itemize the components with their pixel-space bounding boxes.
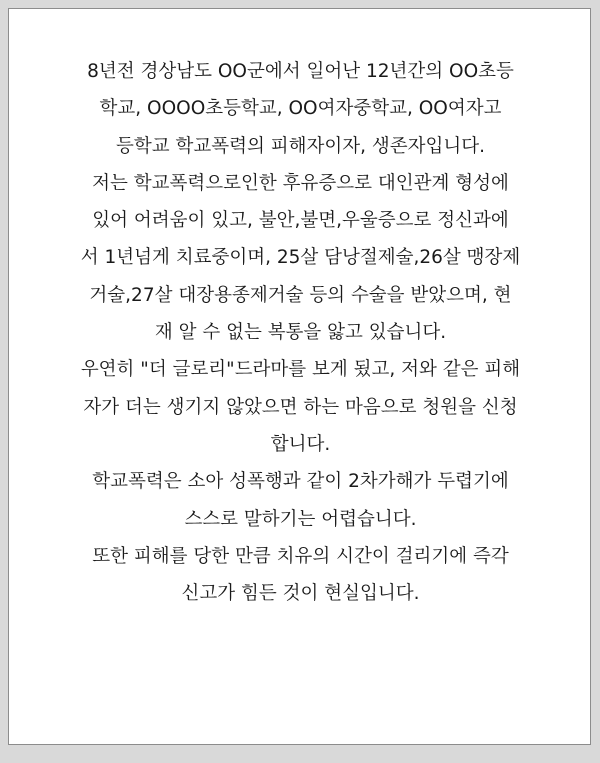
- text-line: 저는 학교폭력으로인한 후유증으로 대인관계 형성에: [92, 172, 509, 194]
- text-line: 거술,27살 대장용종제거술 등의 수술을 받았으며, 현: [89, 284, 512, 306]
- text-line: 신고가 힘든 것이 현실입니다.: [181, 583, 420, 605]
- document-body-text: [31, 53, 570, 612]
- text-line: 등학교 학교폭력의 피해자이자, 생존자입니다.: [116, 135, 485, 157]
- text-line: 8년전 경상남도 OO군에서 일어난 12년간의 OO초등: [87, 61, 514, 82]
- text-line: 있어 어려움이 있고, 불안,불면,우울증으로 정신과에: [92, 210, 509, 232]
- text-line: 서 1년넘게 치료중이며, 25살 담낭절제술,26살 맹장제: [80, 247, 521, 269]
- text-line: 학교, OOOO초등학교, OO여자중학교, OO여자고: [99, 98, 502, 120]
- text-line: 학교폭력은 소아 성폭행과 같이 2차가해가 두렵기에: [92, 471, 509, 493]
- text-line: 자가 더는 생기지 않았으면 하는 마음으로 청원을 신청: [83, 396, 518, 418]
- text-line: 재 알 수 없는 복통을 앓고 있습니다.: [154, 322, 447, 344]
- text-line: 우연히 "더 글로리"드라마를 보게 됬고, 저와 같은 피해: [80, 359, 521, 381]
- text-line: 스스로 말하기는 어렵습니다.: [184, 508, 417, 530]
- text-line: 합니다.: [270, 433, 331, 455]
- document-page: [8, 8, 591, 745]
- text-line: 또한 피해를 당한 만큼 치유의 시간이 걸리기에 즉각: [92, 545, 509, 567]
